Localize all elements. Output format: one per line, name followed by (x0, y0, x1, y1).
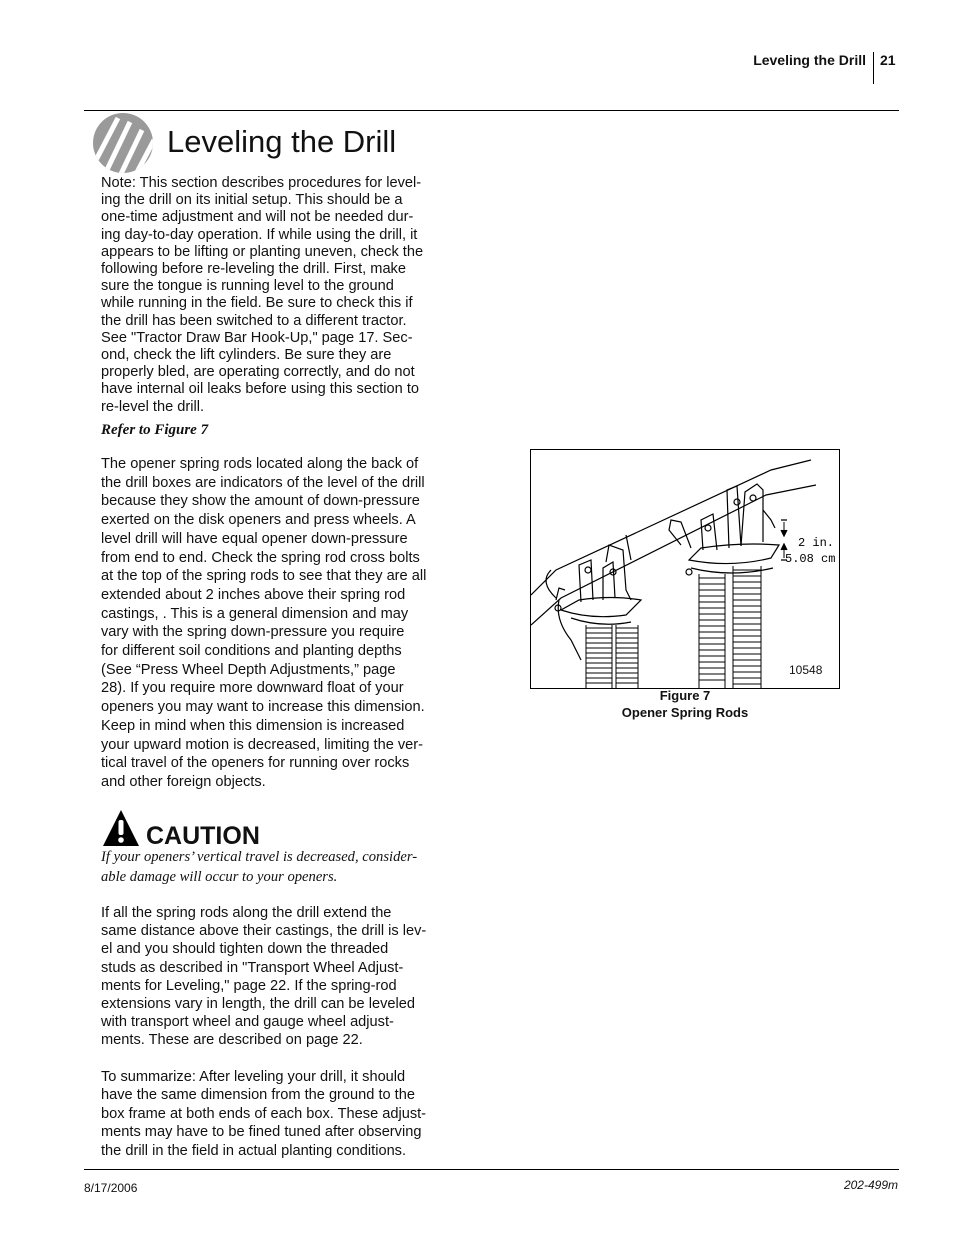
paragraph-2-text: If all the spring rods along the drill extend the same distance above their castings, the drill is lev- el and you should tighten down the threaded studs as described in "Transport Wheel Adjust- ments for Leveling," page 22. If the spring-rod extensions vary in length, the drill can be leveled with transport wheel and gauge wheel adjust- ments. These are described on page 22. (101, 905, 427, 1049)
figure-caption-number: Figure 7 (659, 688, 711, 703)
top-rule (84, 110, 899, 111)
caution-text: If your openers’ vertical travel is decreased, consider- able damage will occur to your openers. (101, 849, 418, 885)
footer-document-number: 202-499m (843, 1178, 898, 1192)
body-paragraph-2 (101, 904, 439, 1050)
dimension-cm-label: 5.08 cm (785, 552, 836, 566)
header-divider (873, 52, 874, 84)
manufacturer-logo-icon (92, 112, 154, 174)
dimension-inches-label: 2 in. (798, 536, 835, 550)
figure-7-illustration (530, 449, 840, 689)
figure-reference: Refer to Figure 7 (101, 422, 209, 438)
body-paragraph-3 (101, 1068, 439, 1160)
opener-spring-rods-drawing (531, 450, 839, 688)
warning-icon (101, 808, 141, 848)
paragraph-1-text: The opener spring rods located along the back of the drill boxes are indicators of the level of the drill because they show the amount of down-pressure exerted on the disk openers and press wheels. A level drill will have equal opener down-pressure from end to end. Check the spring rod cross bolts at the top of the spring rods to see that they are all extended about 2 inches above their spring rod castings, . This is a general dimension and may vary with the spring down-pressure you require for different soil conditions and planting depths (See “Press Wheel Depth Adjustments,” page 28). If you require more downward float of your openers you may want to increase this dimension. Keep in mind when this dimension is increased your upward motion is decreased, limiting the ver- tical travel of the openers for running over rocks and other foreign objects. (101, 456, 427, 790)
running-header-title: Leveling the Drill (753, 52, 866, 68)
caution-title: CAUTION (146, 822, 260, 850)
body-paragraph-1 (101, 455, 439, 792)
section-title: Leveling the Drill (167, 124, 397, 159)
figure-caption-title: Opener Spring Rods (621, 705, 749, 720)
figure-caption (530, 687, 840, 721)
figure-image-number: 10548 (789, 663, 823, 677)
page-number: 21 (880, 52, 896, 68)
paragraph-3-text: To summarize: After leveling your drill, it should have the same dimension from the ground to the box frame at both ends of each box. These adjust- ments may have to be fined tuned after observing the drill in the field in actual planting conditions. (101, 1069, 427, 1159)
footer-date: 8/17/2006 (84, 1181, 138, 1195)
note-paragraph (101, 175, 439, 416)
note-text: Note: This section describes procedures for level- ing the drill on its initial setup. This should be a one-time adjustment and will not be needed dur- ing day-to-day operation. If while using the drill, it appears to be lifting or planting uneven, check the following before re-leveling the drill. First, make sure the tongue is running level to the ground while running in the field. Be sure to check this if the drill has been switched to a different tractor. See "Tractor Draw Bar Hook-Up," page 17. Sec- ond, check the lift cylinders. Be sure they are properly bled, are operating correctly, and do not have internal oil leaks before using this section to re-level the drill. (101, 175, 424, 415)
bottom-rule (84, 1169, 899, 1170)
